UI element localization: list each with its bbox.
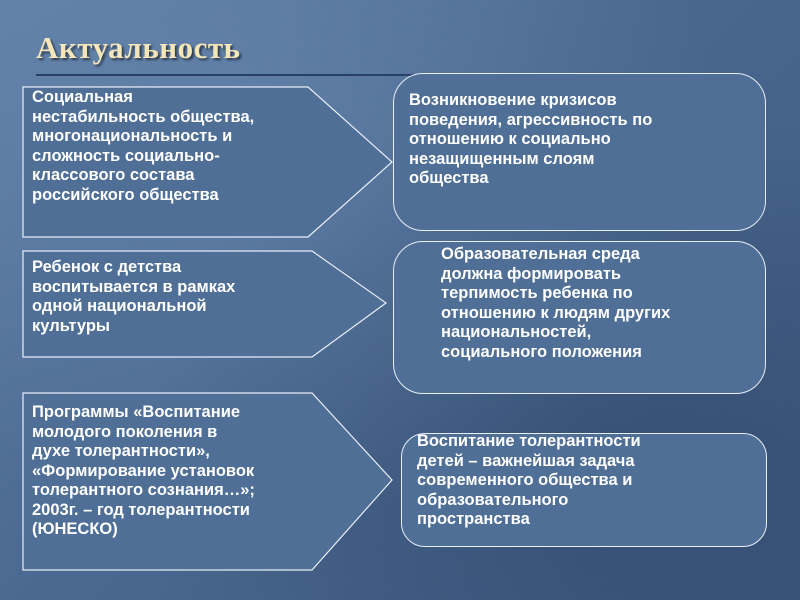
text-line: толерантного сознания…»;	[32, 481, 255, 499]
text-line: пространства	[417, 510, 530, 528]
arrow-text-social-instability	[32, 88, 254, 205]
text-line: одной национальной	[32, 297, 207, 315]
text-line: социального положения	[441, 342, 642, 361]
text-line: отношению к социально	[409, 130, 611, 148]
text-line: духе толерантности»,	[32, 442, 210, 460]
rbox-text-tolerance-education	[417, 432, 641, 530]
text-line: Возникновение кризисов	[409, 91, 617, 109]
arrow-text-tolerance-programs	[32, 403, 255, 540]
text-line: общества	[409, 169, 489, 187]
text-line: образовательного	[417, 490, 569, 509]
rbox-text-crisis	[409, 91, 652, 189]
rbox-text-educational-environment	[441, 245, 670, 362]
text-line: должна формировать	[441, 264, 622, 283]
text-line: (ЮНЕСКО)	[32, 520, 118, 538]
text-line: поведения, агрессивность по	[409, 110, 653, 129]
text-line: воспитывается в рамках	[32, 277, 236, 296]
slide-title: Актуальность	[36, 30, 241, 65]
arrow-text-one-culture	[32, 258, 235, 336]
text-line: терпимость ребенка по	[441, 284, 633, 302]
text-line: российского общества	[32, 185, 219, 204]
text-line: классового состава	[32, 166, 195, 184]
text-line: современного общества и	[417, 471, 633, 489]
text-line: детей – важнейшая задача	[417, 451, 635, 470]
text-line: многонациональность и	[32, 127, 233, 145]
text-line: Ребенок с детства	[32, 258, 182, 276]
text-line: незащищенным слоям	[409, 149, 595, 168]
text-line: отношению к людям других	[441, 303, 671, 322]
text-line: «Формирование установок	[32, 461, 255, 480]
text-line: Образовательная среда	[441, 245, 640, 263]
text-line: Социальная	[32, 88, 133, 106]
text-line: 2003г. – год толерантности	[32, 500, 250, 519]
text-line: культуры	[32, 316, 111, 335]
text-line: национальностей,	[441, 323, 592, 341]
text-line: сложность социально-	[32, 146, 220, 165]
text-line: нестабильность общества,	[32, 107, 255, 126]
text-line: Программы «Воспитание	[32, 403, 241, 421]
text-line: Воспитание толерантности	[417, 432, 641, 450]
text-line: молодого поколения в	[32, 422, 218, 441]
title-underline	[36, 74, 430, 76]
